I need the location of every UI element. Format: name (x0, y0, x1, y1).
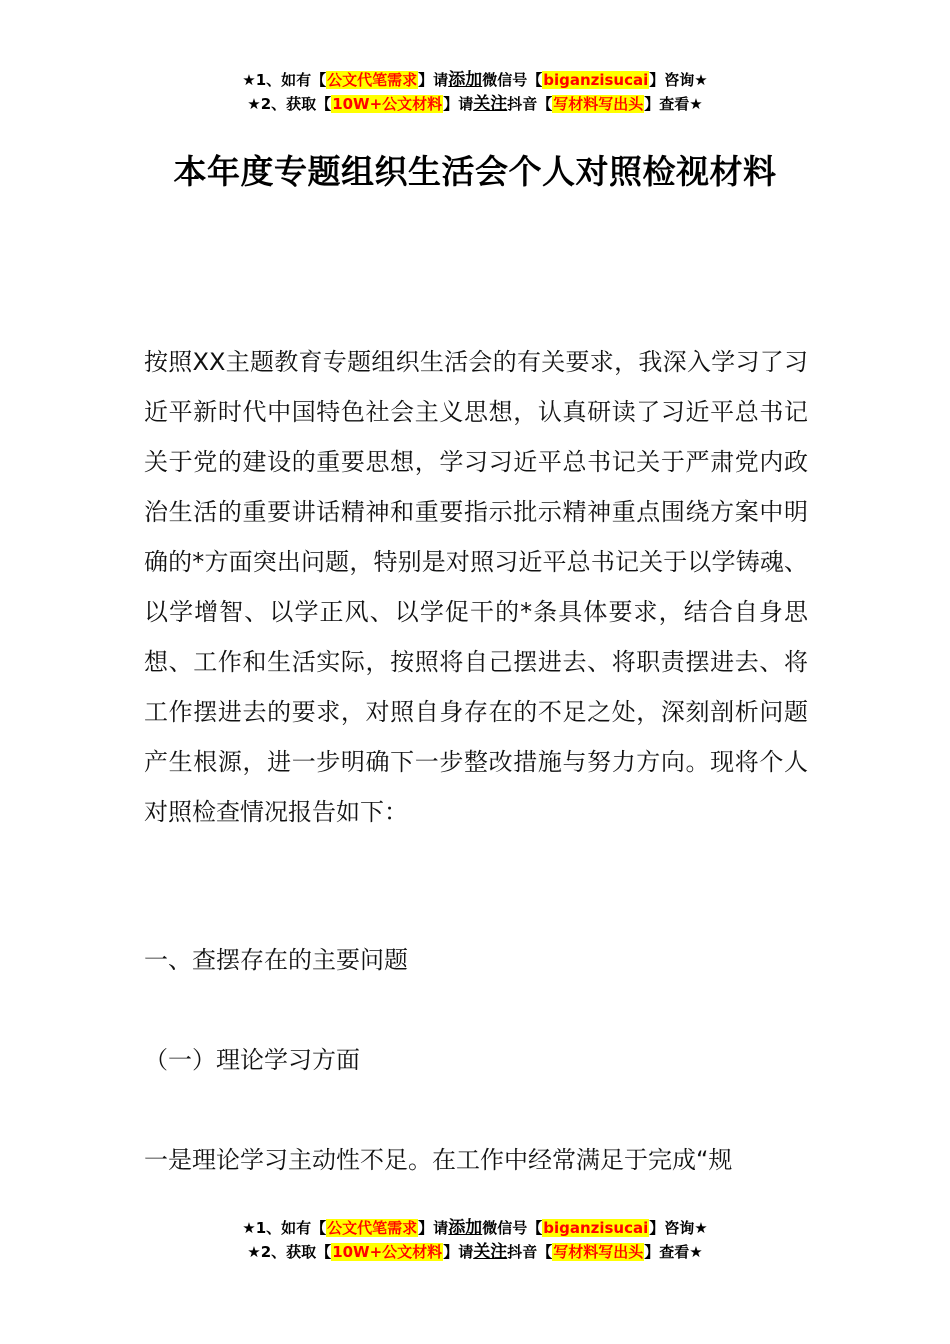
promo-line-1 (0, 1216, 950, 1240)
promo-text: 微信号【 (482, 1219, 543, 1237)
promo-highlight: 10W+公文材料 (332, 1243, 443, 1261)
promo-wechat-id: biganzisucai (543, 71, 649, 89)
promo-line-2 (0, 1240, 950, 1264)
section-heading: 一、查摆存在的主要问题 (144, 946, 408, 974)
promo-text: 微信号【 (482, 71, 543, 89)
promo-douyin-id: 写材料写出头 (553, 95, 644, 113)
promo-wechat-id: biganzisucai (543, 1219, 649, 1237)
promo-suffix: 】咨询★ (649, 71, 708, 89)
promo-emphasis: 添加 (448, 1218, 483, 1238)
promo-text: 】请 (418, 1219, 449, 1237)
promo-prefix: ★1、如有【 (242, 71, 327, 89)
promo-suffix: 】查看★ (644, 95, 703, 113)
promo-text: 抖音【 (507, 1243, 553, 1261)
promo-suffix: 】咨询★ (649, 1219, 708, 1237)
promo-emphasis: 关注 (473, 94, 508, 114)
promo-douyin-id: 写材料写出头 (553, 1243, 644, 1261)
document-title: 本年度专题组织生活会个人对照检视材料 (173, 152, 777, 191)
promo-highlight: 10W+公文材料 (332, 95, 443, 113)
promo-prefix: ★1、如有【 (242, 1219, 327, 1237)
subsection-heading: （一）理论学习方面 (144, 1046, 360, 1074)
promo-line-2 (0, 92, 950, 116)
promo-banner-bottom (0, 1216, 950, 1264)
promo-prefix: ★2、获取【 (247, 95, 332, 113)
body-paragraph: 一是理论学习主动性不足。在工作中经常满足于完成“规 (144, 1146, 733, 1174)
promo-suffix: 】查看★ (644, 1243, 703, 1261)
promo-emphasis: 添加 (448, 70, 483, 90)
promo-highlight: 公文代笔需求 (327, 71, 418, 89)
promo-emphasis: 关注 (473, 1242, 508, 1262)
promo-line-1 (0, 68, 950, 92)
promo-text: 】请 (443, 95, 474, 113)
promo-text: 】请 (418, 71, 449, 89)
promo-banner-top (0, 68, 950, 116)
promo-highlight: 公文代笔需求 (327, 1219, 418, 1237)
promo-text: 抖音【 (507, 95, 553, 113)
promo-text: 】请 (443, 1243, 474, 1261)
promo-prefix: ★2、获取【 (247, 1243, 332, 1261)
intro-paragraph: 按照XX主题教育专题组织生活会的有关要求，我深入学习了习近平新时代中国特色社会主义思想，认真研读了习近平总书记关于党的建设的重要思想，学习习近平总书记关于严肃党内政治生活的重要讲话精神和重要指示批示精神重点围绕方案中明确的*方面突出问题，特别是对照习近平总书记关于以学铸魂、以学增智、以学正风、以学促干的*条具体要求，结合自身思想、工作和生活实际，按照将自己摆进去、将职责摆进去、将工作摆进去的要求，对照自身存在的不足之处，深刻剖析问题产生根源，进一步明确下一步整改措施与努力方向。现将个人对照检查情况报告如下： (144, 348, 808, 826)
